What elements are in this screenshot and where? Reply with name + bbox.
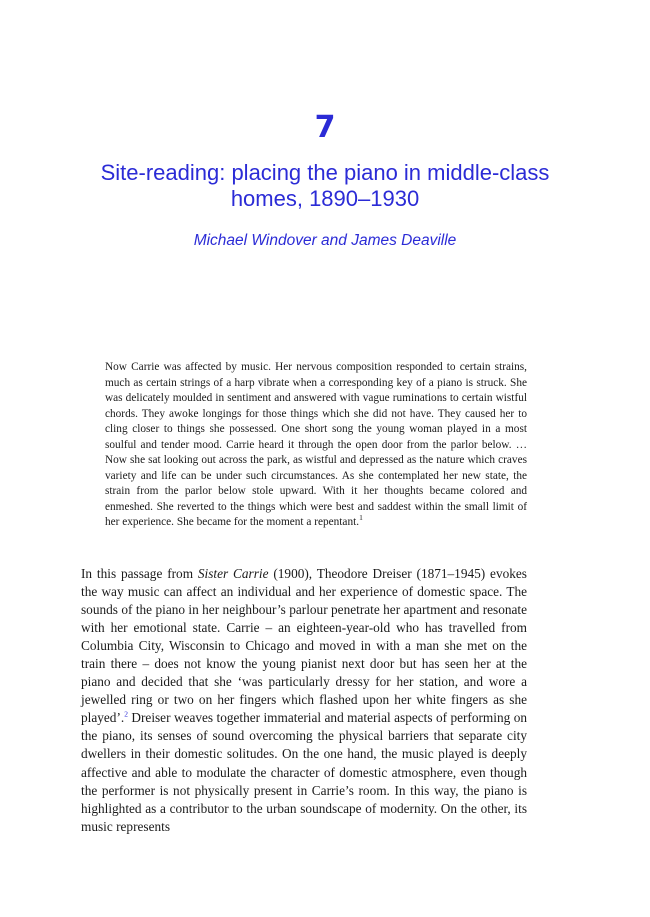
book-title: Sister Carrie: [197, 566, 269, 581]
epigraph-footnote-ref: 1: [359, 513, 363, 523]
chapter-title: [60, 160, 590, 212]
body-text-part-2: (1900), Theodore Dreiser (1871–1945) evokes the way music can affect an individual and her experience of domestic space. The sounds of the piano in her neighbour’s parlour penetrate her apartment and resonate with her emotional state. Carrie – an eighteen-year-old who has travelled from Columbia City, Wisconsin to Chicago and moved in with a man she met on the train there – does not know the young pianist next door but has seen her at the piano and decided that she ‘was particularly dressy for her station, and wore a jewelled ring or two on her fingers which flashed upon her white fingers as she played’.: [81, 566, 527, 726]
body-paragraph: [81, 565, 527, 836]
epigraph-text: Now Carrie was affected by music. Her nervous composition responded to certain strains, much as certain strings of a harp vibrate when a corresponding key of a piano is struck. She was delicately moulded in sentiment and answered with vague ruminations to certain wistful chords. They awoke longings for those things which she did not have. They caused her to cling closer to things she possessed. One short song the young woman played in a most soulful and tender mood. Carrie heard it through the open door from the parlor below. … Now she sat looking out across the park, as wistful and depressed as the nature which craves variety and life can be under such circumstances. As she contemplated her new state, the strain from the parlor below stole upward. With it her thoughts became colored and enmeshed. She reverted to the things which were best and saddest within the small limit of her experience. She became for the moment a repentant.: [105, 361, 527, 528]
body-text-part-3: Dreiser weaves together immaterial and material aspects of performing on the piano, its senses of sound overcoming the physical barriers that separate city dwellers in their domestic solitudes. On the one hand, the music played is deeply affective and able to modulate the character of domestic atmosphere, even though the performer is not physically present in Carrie’s room. In this way, the piano is highlighted as a contributor to the urban soundscape of modernity. On the other, its music represents: [81, 710, 527, 834]
body-footnote-ref: 2: [124, 709, 128, 719]
body-text-part-1: In this passage from: [81, 566, 198, 581]
chapter-title-line-1: Site-reading: placing the piano in middle-class: [100, 160, 550, 185]
chapter-number: 7: [314, 110, 336, 145]
epigraph-quote: [105, 360, 527, 531]
chapter-authors: Michael Windover and James Deaville: [193, 232, 457, 249]
chapter-title-line-2: homes, 1890–1930: [230, 186, 420, 211]
